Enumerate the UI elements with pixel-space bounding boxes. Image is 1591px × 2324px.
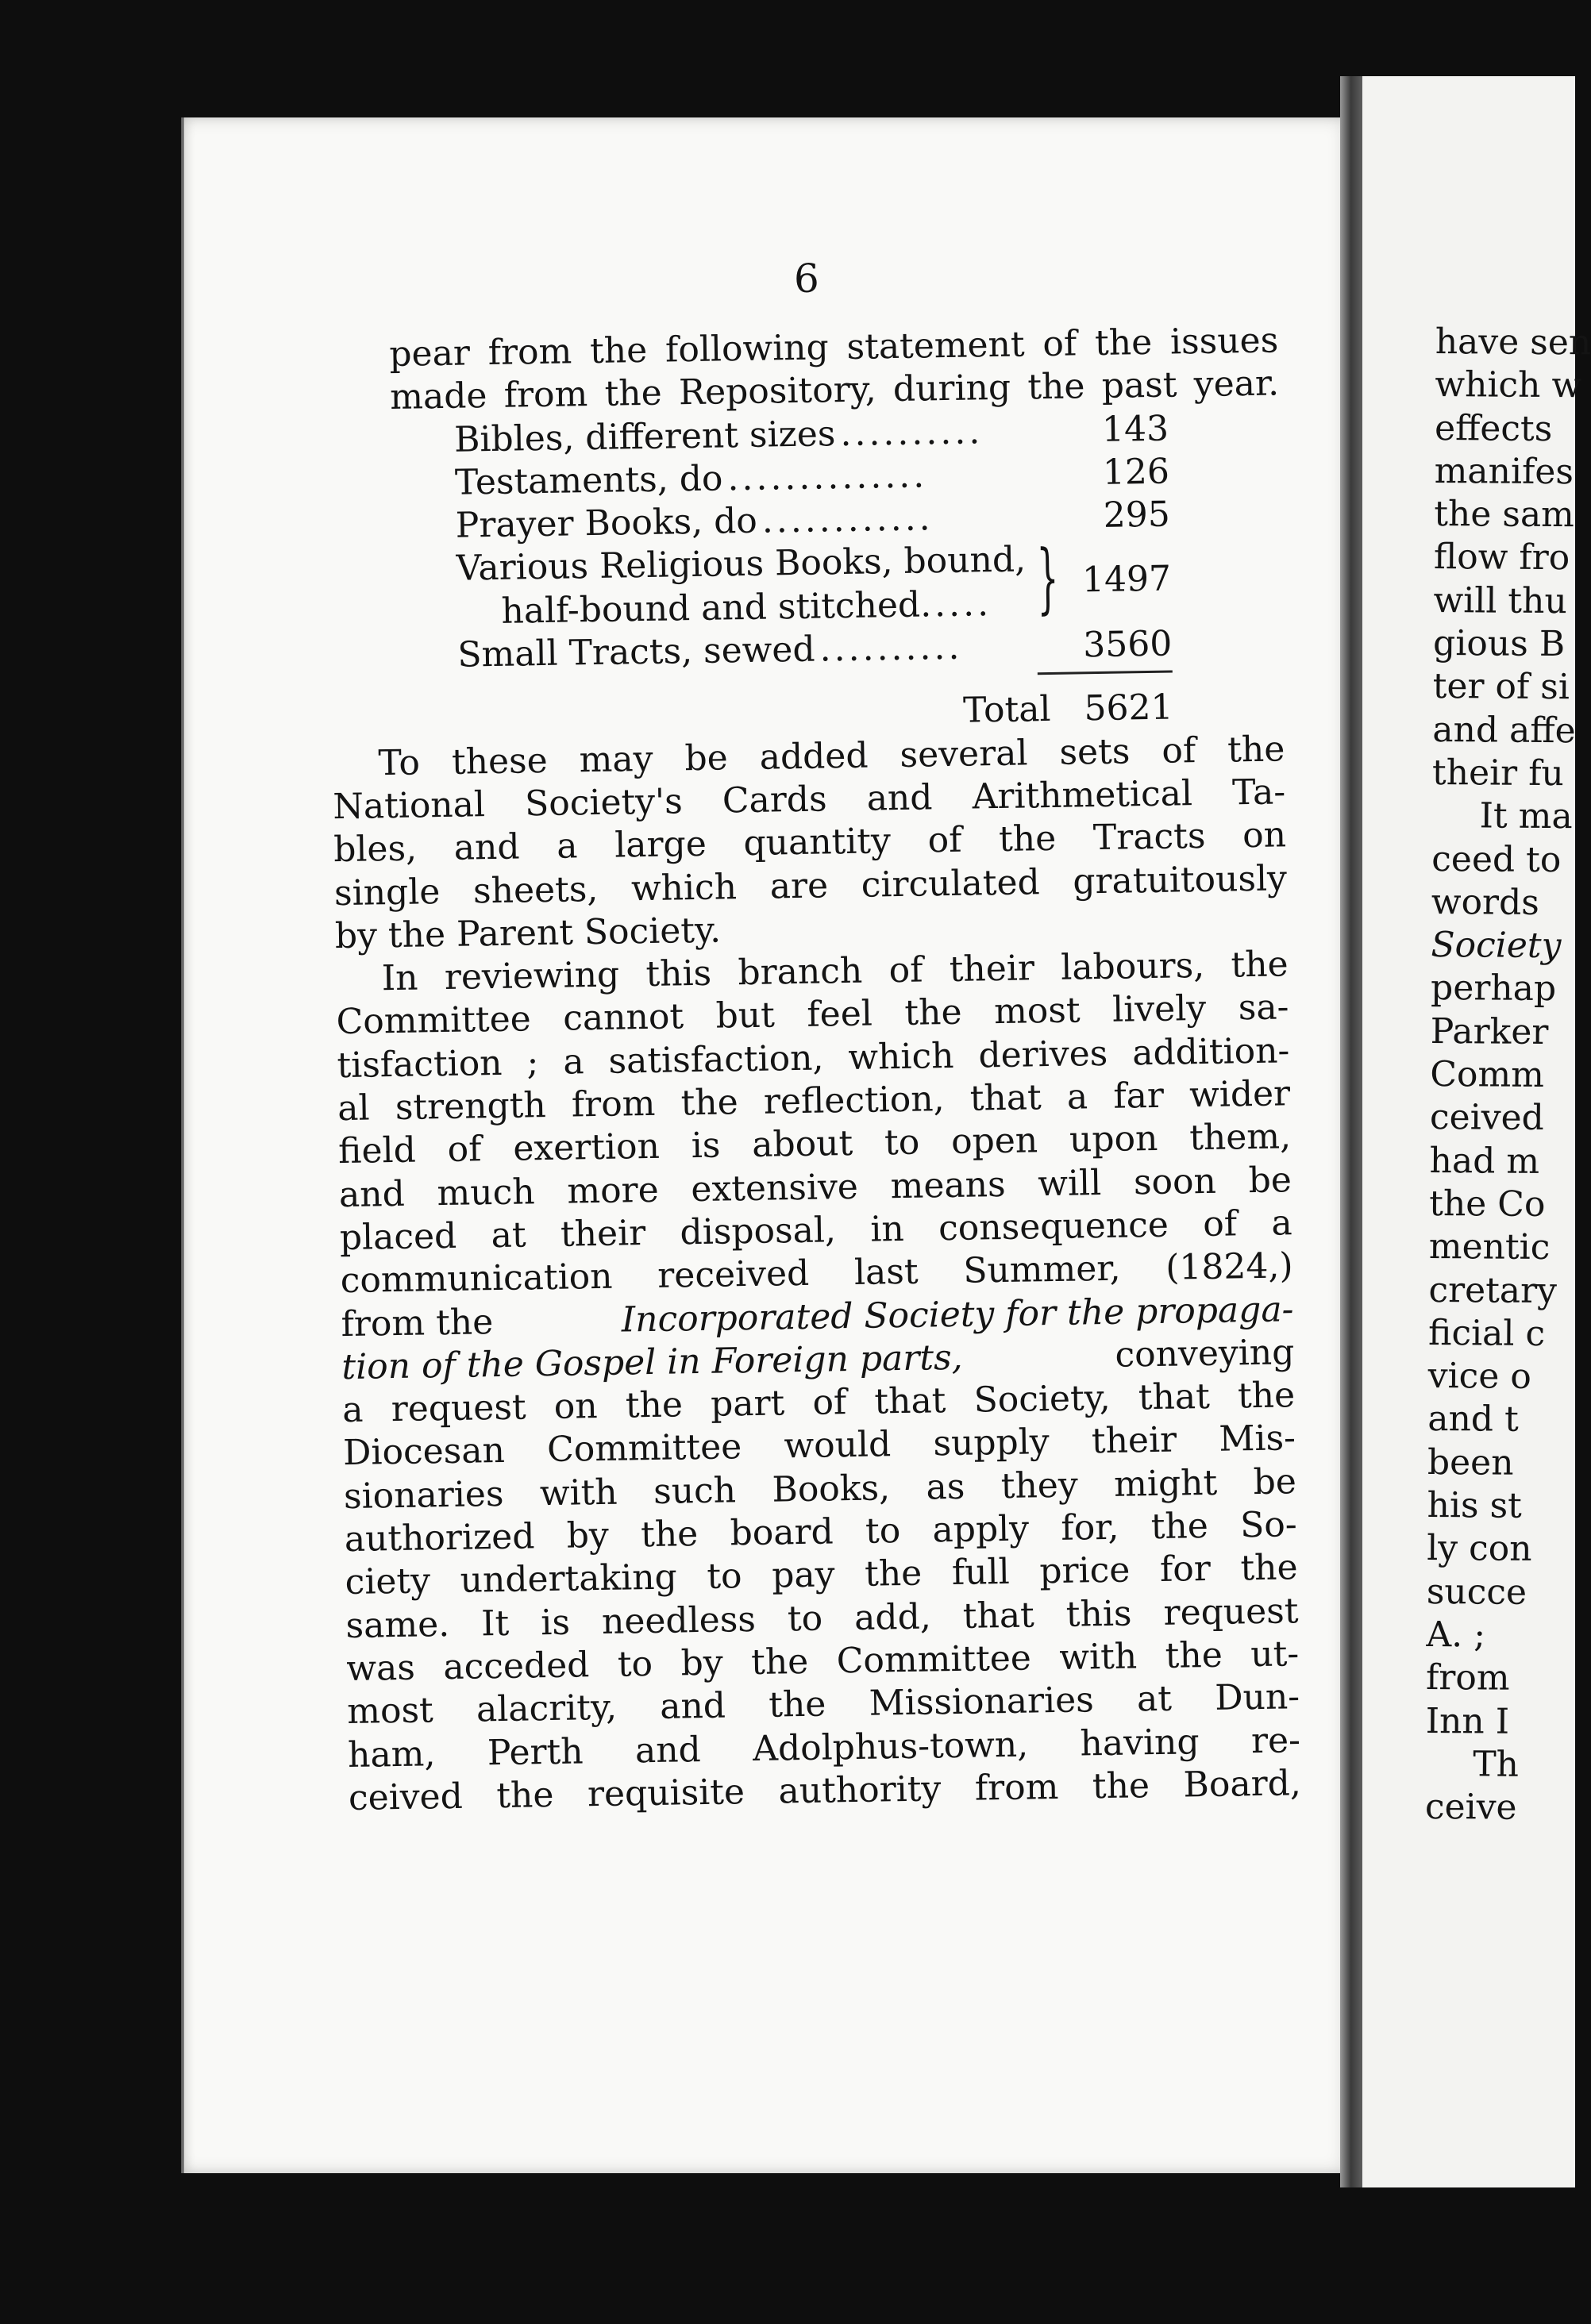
- word: alacrity,: [476, 1687, 618, 1730]
- paragraph-italic-lines: [341, 1288, 1295, 1389]
- word: by: [566, 1514, 610, 1556]
- facing-text-fragment: his st: [1427, 1484, 1523, 1526]
- word: the: [1092, 1764, 1150, 1807]
- issue-label: Various Religious Books, bound,: [456, 539, 1027, 590]
- word: on: [553, 1386, 599, 1428]
- italic-society-name: Incorporated Society for the propaga-: [621, 1288, 1294, 1341]
- word: on: [1242, 814, 1287, 856]
- word: Society's: [524, 781, 684, 825]
- word: part: [710, 1383, 785, 1425]
- word: of: [888, 949, 923, 991]
- word: such: [653, 1470, 737, 1512]
- word: a: [556, 825, 578, 868]
- word: pay: [771, 1554, 835, 1596]
- word: authorized: [344, 1516, 535, 1560]
- word: that: [962, 1595, 1035, 1637]
- word: the: [1094, 321, 1153, 364]
- word: the: [680, 1082, 739, 1124]
- facing-text-fragment: mentic: [1428, 1226, 1551, 1268]
- issue-label: Prayer Books, do: [455, 500, 758, 546]
- total-rule: [1038, 671, 1173, 675]
- facing-text-fragment: Inn I: [1425, 1700, 1510, 1742]
- issue-row-braced: [456, 533, 1172, 634]
- word: with: [1059, 1636, 1138, 1678]
- word: exertion: [512, 1126, 661, 1170]
- word: Missionaries: [869, 1680, 1095, 1724]
- facing-text-fragment: A. ;: [1426, 1614, 1486, 1656]
- word: and: [866, 777, 933, 819]
- word: Arithmetical: [972, 773, 1193, 818]
- word: from: [571, 1083, 656, 1125]
- left-page-text: [332, 319, 1302, 1818]
- facing-text-fragment: ly con: [1427, 1528, 1532, 1570]
- word: circulated: [861, 861, 1041, 906]
- text-line: from the Incorporated Society for the propaga-: [341, 1288, 1294, 1345]
- leader-dots: ............: [761, 498, 934, 541]
- word: may: [579, 738, 653, 780]
- word: derives: [978, 1033, 1108, 1076]
- word: sionaries: [343, 1473, 504, 1517]
- word: to: [617, 1643, 653, 1685]
- word: added: [759, 735, 869, 778]
- word: authority: [778, 1768, 942, 1812]
- facing-text-fragment: succe: [1426, 1571, 1527, 1613]
- word: past: [1101, 364, 1177, 407]
- word: of: [1042, 323, 1077, 365]
- word: Mis-: [1218, 1418, 1296, 1460]
- word: the: [1150, 1505, 1209, 1548]
- issue-label: Small Tracts, sewed: [456, 629, 815, 675]
- word: the: [640, 1514, 699, 1556]
- word: last: [853, 1251, 919, 1294]
- word: the: [495, 1774, 554, 1816]
- facing-text-fragment: gious B: [1432, 623, 1566, 665]
- word: ut-: [1250, 1633, 1300, 1676]
- word: their: [949, 948, 1035, 991]
- facing-text-fragment: Th: [1473, 1744, 1520, 1785]
- word: might: [1113, 1462, 1218, 1505]
- word: re-: [1250, 1719, 1301, 1761]
- word: year.: [1193, 363, 1280, 406]
- word: lively: [1111, 988, 1207, 1031]
- facing-text-fragment: perhap: [1430, 968, 1557, 1010]
- word: (1824,): [1165, 1245, 1293, 1289]
- issue-label: Bibles, different sizes: [453, 413, 836, 460]
- word: of: [1161, 729, 1196, 771]
- word: made: [389, 375, 487, 418]
- word: communication: [340, 1256, 613, 1302]
- facing-text-fragment: ficial c: [1427, 1312, 1546, 1354]
- word: more: [566, 1169, 660, 1212]
- word: that: [969, 1077, 1042, 1119]
- word: at: [1136, 1678, 1173, 1720]
- word: during: [892, 367, 1011, 410]
- word: Adolphus-town,: [752, 1724, 1029, 1769]
- word: received: [657, 1253, 810, 1297]
- issue-label: Testaments, do: [454, 458, 723, 503]
- text-line: tion of the Gospel in Foreign parts, conveying: [341, 1331, 1295, 1389]
- word: are: [769, 864, 829, 907]
- issue-rows: [454, 407, 1170, 548]
- facing-text-fragment: and t: [1427, 1399, 1519, 1441]
- word: al: [337, 1087, 371, 1129]
- word: a: [562, 1041, 584, 1083]
- word: large: [614, 824, 707, 866]
- word: undertaking: [460, 1556, 678, 1602]
- word: bles,: [333, 828, 418, 871]
- paragraph-review-rest: [342, 1374, 1301, 1820]
- facing-text-fragment: have sen: [1435, 321, 1591, 364]
- word: same.: [345, 1603, 450, 1646]
- word: open: [950, 1120, 1038, 1163]
- facing-text-fragment: from: [1425, 1657, 1510, 1699]
- facing-text-fragment: words: [1431, 881, 1539, 923]
- issue-qty: 295: [1103, 494, 1171, 537]
- word: In: [381, 957, 418, 999]
- word: Dun-: [1214, 1676, 1300, 1719]
- word: branch: [738, 950, 863, 994]
- word: Diocesan: [342, 1430, 506, 1474]
- word: much: [437, 1171, 535, 1214]
- word: board: [730, 1511, 834, 1554]
- word: most: [993, 990, 1081, 1033]
- facing-page-text: [1425, 321, 1591, 1830]
- word: price: [1038, 1549, 1131, 1592]
- word: feel: [807, 993, 873, 1036]
- facing-text-fragment: cretary: [1428, 1269, 1558, 1311]
- word: To: [378, 742, 421, 783]
- word: sets: [1059, 731, 1131, 773]
- brace-glyph: }: [1036, 533, 1060, 623]
- word: from: [487, 331, 572, 374]
- word: and: [659, 1685, 726, 1728]
- word: Committee: [336, 998, 532, 1043]
- word: them,: [1188, 1116, 1292, 1159]
- word: Perth: [487, 1730, 584, 1773]
- word: Committee: [836, 1637, 1032, 1682]
- word: the: [998, 818, 1057, 860]
- word: It: [480, 1603, 510, 1644]
- word: most: [346, 1690, 434, 1733]
- word: the: [625, 1384, 684, 1426]
- word: single: [333, 871, 441, 914]
- word: Committee: [546, 1426, 742, 1471]
- word: of: [447, 1129, 482, 1171]
- word: from: [974, 1766, 1059, 1809]
- word: at: [491, 1214, 526, 1256]
- word: by: [334, 915, 378, 957]
- word: satisfaction,: [608, 1037, 824, 1082]
- word: extensive: [691, 1166, 859, 1210]
- issue-qty: 143: [1101, 408, 1169, 450]
- paragraph-review: [335, 943, 1293, 1302]
- word: would: [784, 1424, 892, 1467]
- total-label: Total: [962, 689, 1051, 732]
- word: that: [874, 1380, 946, 1422]
- word: their: [1091, 1420, 1177, 1462]
- facing-text-fragment: their fu: [1431, 752, 1564, 795]
- facing-text-fragment: It ma: [1479, 795, 1573, 837]
- word: about: [751, 1123, 853, 1166]
- word: needless: [601, 1599, 757, 1642]
- word: this: [645, 952, 712, 995]
- word: several: [900, 733, 1028, 775]
- word: to: [865, 1510, 901, 1552]
- word: be: [1253, 1460, 1297, 1503]
- facing-text-fragment: ceed to: [1431, 838, 1562, 880]
- word: tisfaction: [337, 1042, 503, 1086]
- word: the: [387, 914, 446, 956]
- word: of: [812, 1382, 847, 1423]
- facing-text-fragment: vice o: [1427, 1356, 1531, 1398]
- word: which: [848, 1035, 954, 1078]
- word: strength: [395, 1085, 547, 1129]
- word: the: [589, 329, 648, 372]
- word: by: [680, 1642, 724, 1684]
- word: full: [951, 1552, 1011, 1594]
- facing-text-fragment: Society: [1431, 925, 1562, 967]
- word: is: [691, 1125, 721, 1167]
- word: Parent: [456, 912, 574, 955]
- word: to: [884, 1122, 920, 1164]
- word: statement: [846, 324, 1025, 367]
- facing-text-fragment: ter of si: [1432, 666, 1570, 708]
- word: sheets,: [472, 868, 599, 911]
- word: of: [1202, 1203, 1238, 1245]
- word: Cards: [722, 779, 827, 821]
- facing-text-fragment: effects: [1434, 407, 1553, 449]
- facing-text-fragment: will thu: [1433, 579, 1567, 621]
- word: the: [1027, 366, 1085, 408]
- leader-dots: ..........: [819, 626, 963, 670]
- word: which: [630, 866, 738, 909]
- word: the: [768, 1683, 826, 1726]
- facing-text-fragment: Comm: [1430, 1054, 1545, 1096]
- word: the: [904, 992, 962, 1034]
- word: means: [890, 1164, 1006, 1206]
- italic-society-name: tion of the Gospel in Foreign parts,: [341, 1337, 963, 1387]
- leader-dots: .....: [919, 583, 992, 625]
- word: add,: [853, 1596, 932, 1638]
- facing-text-fragment: been: [1427, 1441, 1514, 1483]
- word: ham,: [347, 1733, 436, 1776]
- word: request: [1163, 1590, 1299, 1633]
- word: for: [1159, 1549, 1212, 1591]
- word: to: [707, 1556, 742, 1598]
- word: a: [1271, 1202, 1293, 1244]
- word: Board,: [1183, 1762, 1302, 1806]
- word: Tracts: [1092, 816, 1206, 859]
- word: addition-: [1131, 1030, 1290, 1074]
- issue-qty: 1497: [1081, 559, 1172, 601]
- word: wider: [1188, 1073, 1291, 1116]
- word: the: [750, 1641, 809, 1683]
- facing-text-fragment: manifes: [1434, 450, 1574, 493]
- issue-qty: 126: [1102, 451, 1170, 493]
- word: was: [346, 1647, 416, 1689]
- word: having: [1080, 1721, 1200, 1764]
- intro-lines: [389, 319, 1280, 419]
- word: soon: [1133, 1160, 1217, 1203]
- issue-qty: 3560: [1082, 623, 1173, 666]
- word: the: [1165, 1634, 1223, 1676]
- leader-dots: ..........: [839, 410, 984, 454]
- word: that: [1138, 1376, 1211, 1418]
- word: upon: [1069, 1118, 1158, 1161]
- word: Summer,: [962, 1248, 1121, 1292]
- facing-text-fragment: had m: [1429, 1140, 1540, 1182]
- word: ciety: [345, 1560, 431, 1603]
- word: a: [341, 1389, 364, 1431]
- word: Ta-: [1231, 771, 1286, 814]
- word: apply: [932, 1508, 1030, 1551]
- issues-table: [454, 407, 1173, 741]
- facing-text-fragment: the Co: [1429, 1183, 1546, 1225]
- facing-text-fragment: ceived: [1429, 1097, 1544, 1139]
- word: request: [391, 1387, 527, 1430]
- word: requisite: [587, 1771, 745, 1815]
- word: be: [1248, 1159, 1292, 1201]
- word: with: [539, 1472, 618, 1514]
- word: the: [1231, 944, 1289, 986]
- word: reviewing: [444, 954, 620, 998]
- word: supply: [933, 1422, 1050, 1464]
- word: disposal,: [680, 1210, 837, 1253]
- word: consequence: [938, 1204, 1169, 1249]
- word: ceived: [348, 1776, 464, 1818]
- facing-text-fragment: the sam: [1434, 494, 1575, 536]
- word: gratuitously: [1072, 857, 1288, 902]
- word: and: [453, 826, 520, 869]
- word: but: [715, 995, 776, 1037]
- word: National: [332, 784, 486, 828]
- facing-text-fragment: flow fro: [1433, 537, 1570, 579]
- issue-label: half-bound and stitched: [501, 584, 921, 632]
- word: ;: [526, 1041, 539, 1083]
- leader-dots: ..............: [726, 455, 928, 499]
- word: to: [787, 1598, 823, 1639]
- word: be: [684, 737, 729, 779]
- word: will: [1037, 1162, 1102, 1204]
- word: the: [864, 1553, 923, 1595]
- word: Society.: [584, 910, 722, 953]
- word: cannot: [562, 996, 684, 1040]
- word: Books,: [772, 1467, 891, 1510]
- word: a: [1066, 1076, 1088, 1118]
- word: Society,: [973, 1378, 1111, 1421]
- word: issues: [1169, 320, 1279, 363]
- word: and: [634, 1729, 702, 1771]
- word: acceded: [443, 1645, 590, 1688]
- word: Repository,: [678, 369, 877, 414]
- word: field: [337, 1129, 417, 1172]
- facing-text-fragment: Parker: [1430, 1010, 1549, 1052]
- word: and: [338, 1173, 406, 1215]
- word: reflection,: [763, 1079, 945, 1122]
- word: they: [1000, 1464, 1079, 1506]
- word: placed: [339, 1215, 457, 1259]
- facing-text-fragment: which w: [1435, 364, 1582, 406]
- word: their: [560, 1213, 646, 1255]
- facing-text-fragment: ceive: [1424, 1787, 1517, 1828]
- word: for,: [1061, 1506, 1119, 1549]
- paragraph-cards: [332, 728, 1288, 958]
- facing-text-fragment: and affe: [1432, 709, 1576, 751]
- word: this: [1065, 1593, 1132, 1635]
- word: sa-: [1238, 987, 1289, 1029]
- word: the: [1227, 729, 1285, 771]
- word: these: [451, 740, 549, 783]
- word: as: [926, 1466, 965, 1508]
- word: labours,: [1060, 945, 1205, 988]
- word: far: [1112, 1075, 1165, 1117]
- word: pear: [389, 333, 471, 375]
- word: quantity: [743, 821, 892, 864]
- word: of: [927, 820, 962, 861]
- word: from: [503, 374, 588, 417]
- word: the: [604, 372, 663, 415]
- word: following: [665, 327, 830, 371]
- word: the: [1240, 1547, 1298, 1589]
- page-number: 6: [794, 256, 820, 302]
- word: in: [869, 1208, 905, 1250]
- word: the: [1237, 1375, 1296, 1417]
- total-qty: 5621: [1084, 687, 1173, 729]
- word: So-: [1239, 1504, 1298, 1546]
- word: is: [540, 1602, 571, 1643]
